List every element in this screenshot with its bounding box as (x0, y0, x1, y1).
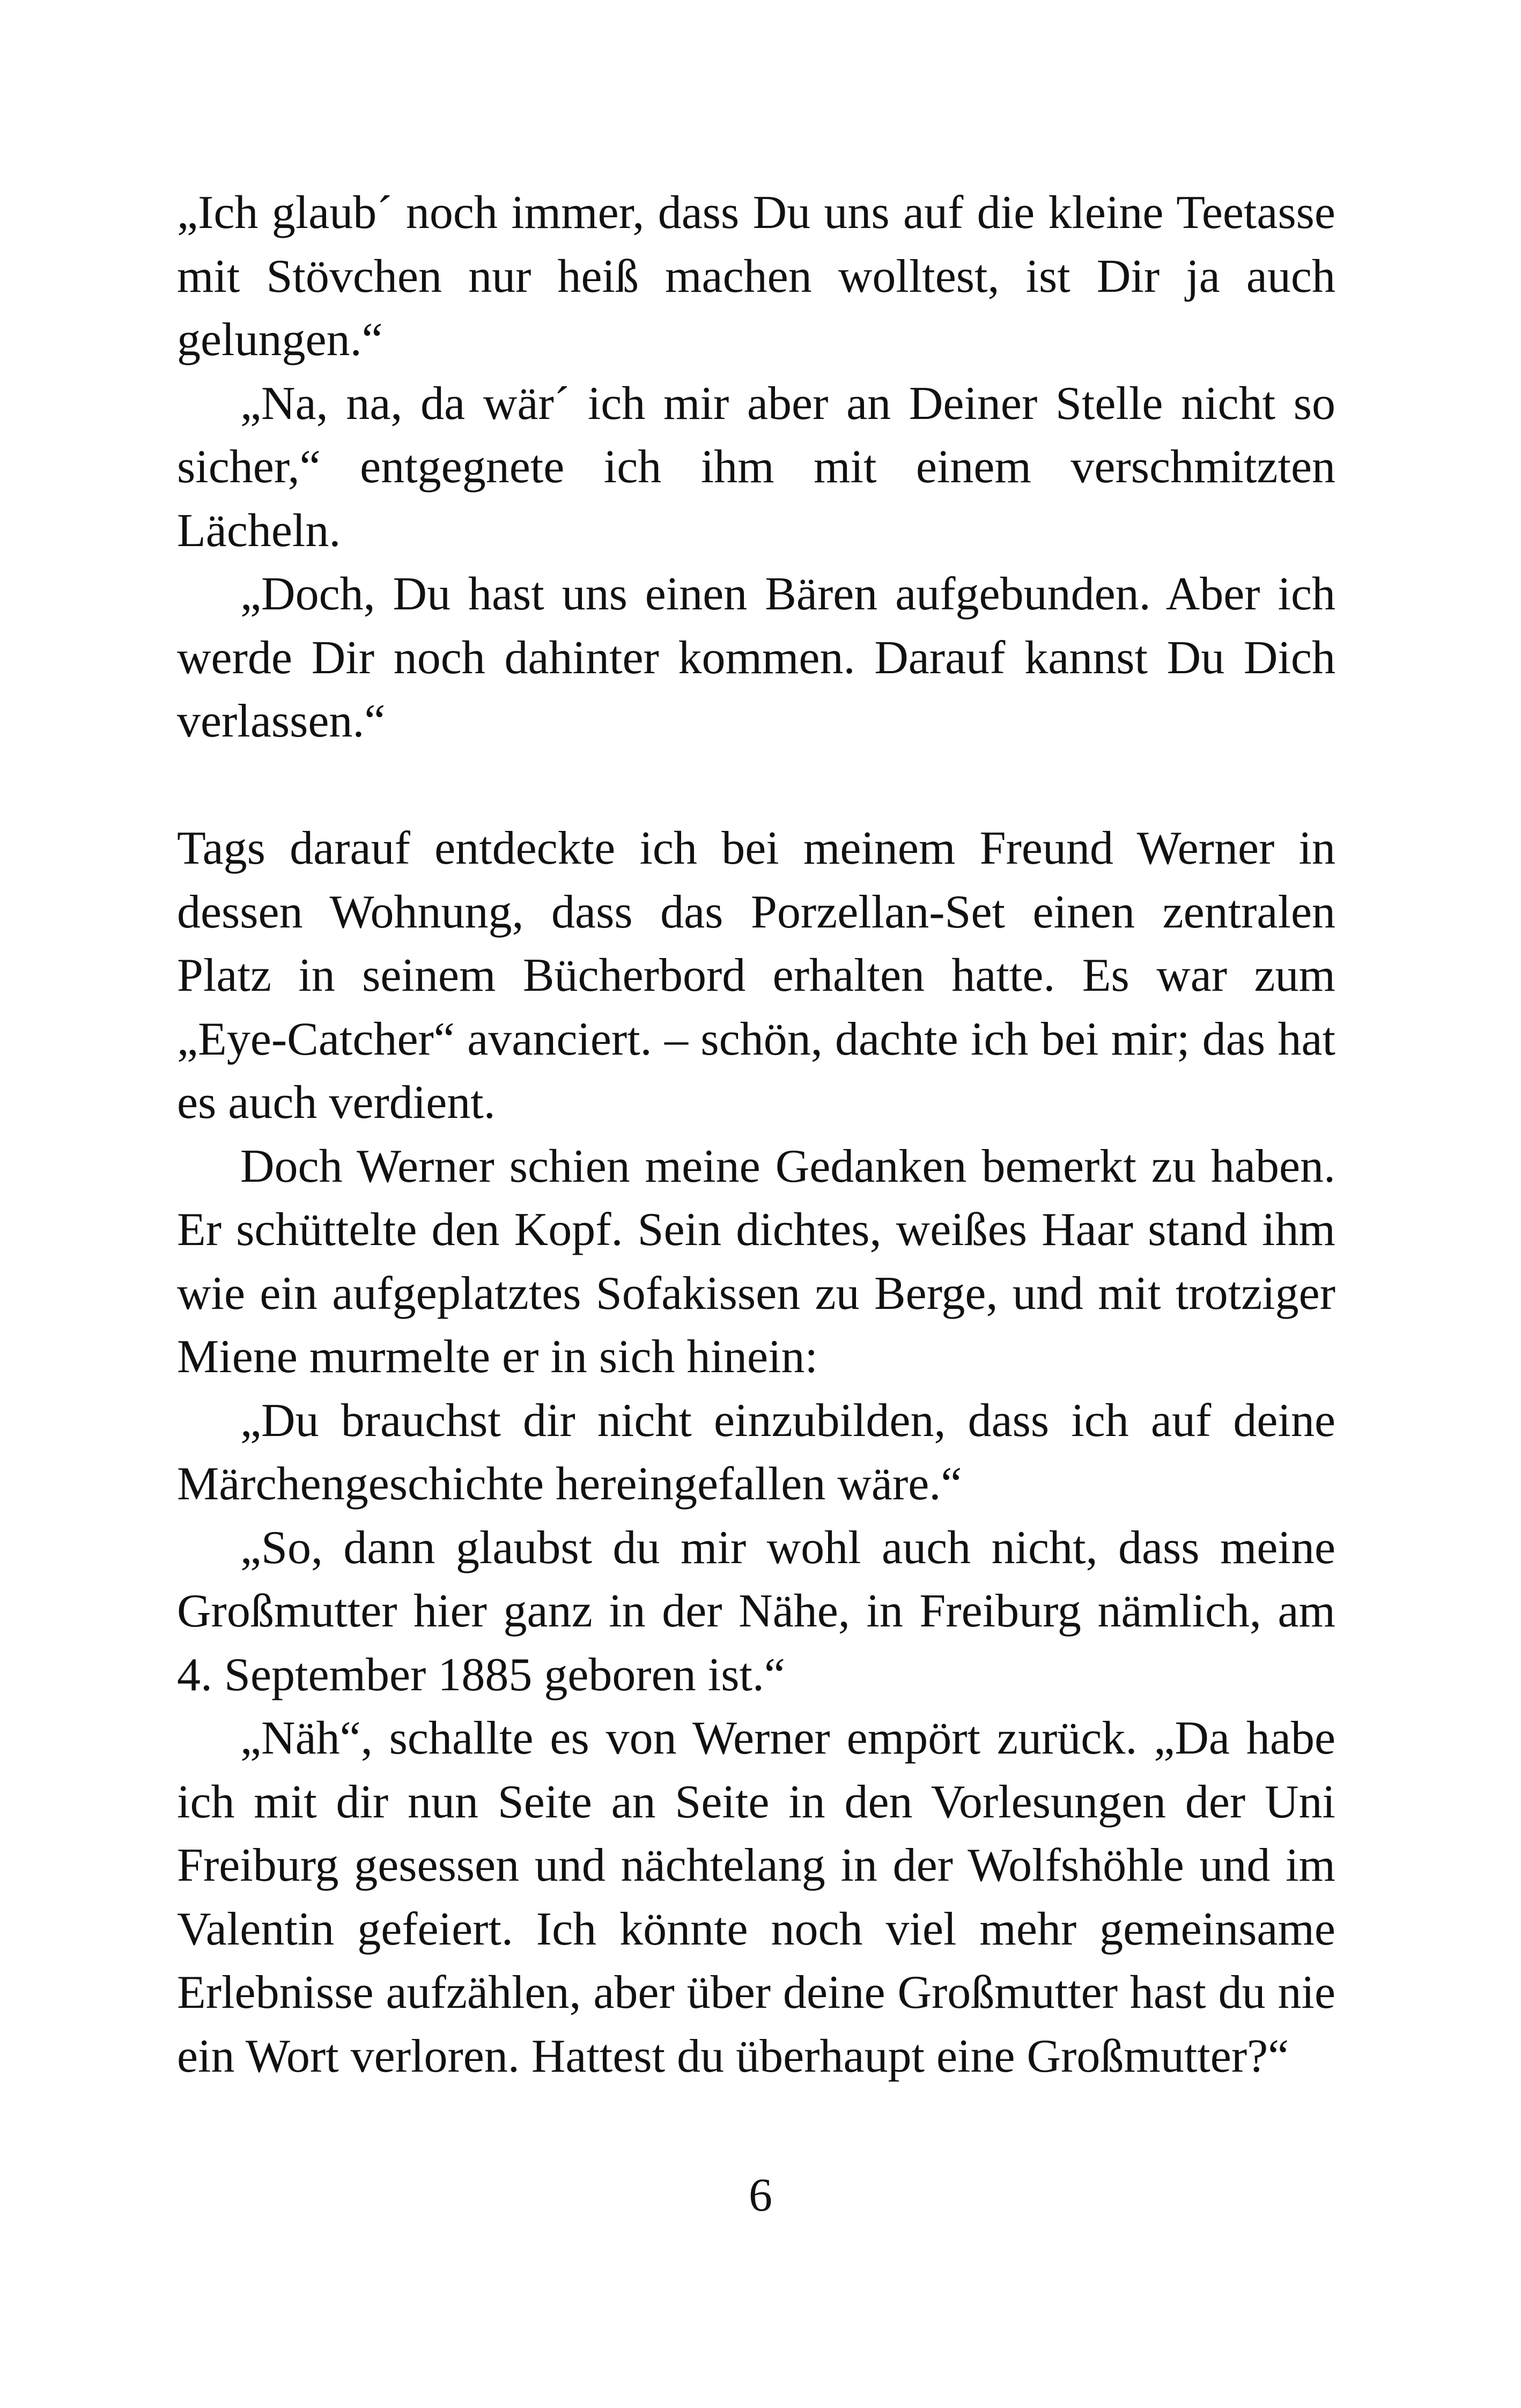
paragraph-3: „Doch, Du hast uns einen Bären aufgebunden. Aber ich werde Dir noch dahinter kommen. Darauf kannst Du Dich verlassen.“ (177, 568, 1335, 747)
paragraph-8: „Näh“, schallte es von Werner empört zurück. „Da habe ich mit dir nun Seite an Seite in den Vorlesungen der Uni Freiburg gesessen und nächtelang in der Wolfshöhle und im Valentin gefeiert. Ich könnte noch viel mehr gemeinsame Erlebnisse aufzählen, aber über deine Großmutter hast du nie ein Wort verloren. Hattest du überhaupt eine Großmutter?“ (177, 1712, 1335, 2082)
paragraph-4: Tags darauf entdeckte ich bei meinem Freund Werner in dessen Wohnung, dass das Porzellan-Set einen zentralen Platz in seinem Bücherbord erhalten hatte. Es war zum „Eye-Catcher“ avanciert. – schön, dachte ich bei mir; das hat es auch verdient. (177, 822, 1335, 1129)
paragraph-2: „Na, na, da wär´ ich mir aber an Deiner Stelle nicht so sicher,“ entgegnete ich ihm mit einem verschmitzten Lächeln. (177, 377, 1335, 557)
paragraph-6: „Du brauchst dir nicht einzubilden, dass ich auf deine Märchengeschichte hereingefallen wäre.“ (177, 1394, 1335, 1510)
page-number: 6 (749, 2169, 772, 2221)
body-text (177, 181, 1335, 2088)
paragraph-5: Doch Werner schien meine Gedanken bemerkt zu haben. Er schüttelte den Kopf. Sein dichtes, weißes Haar stand ihm wie ein aufgeplatztes Sofakissen zu Berge, und mit trotziger Miene murmelte er in sich hinein: (177, 1140, 1335, 1383)
paragraph-1: „Ich glaub´ noch immer, dass Du uns auf die kleine Teetasse mit Stövchen nur heiß machen wolltest, ist Dir ja auch gelungen.“ (177, 187, 1335, 366)
paragraph-7: „So, dann glaubst du mir wohl auch nicht, dass meine Großmutter hier ganz in der Nähe, in Freiburg nämlich, am 4. September 1885 geboren ist.“ (177, 1521, 1335, 1701)
